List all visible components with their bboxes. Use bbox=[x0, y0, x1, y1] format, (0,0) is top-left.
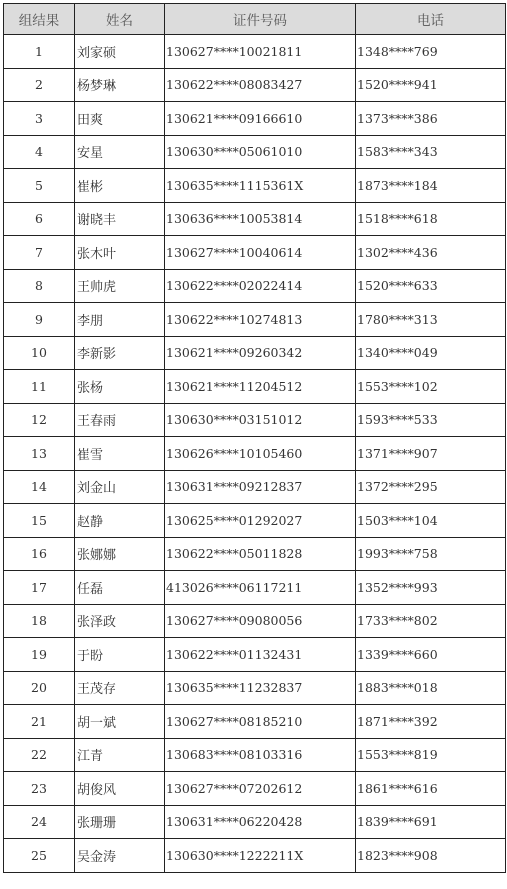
table-row bbox=[4, 638, 506, 672]
table-row bbox=[4, 839, 506, 873]
table-body bbox=[4, 35, 506, 873]
table-row bbox=[4, 437, 506, 471]
cell-name: 吴金涛 bbox=[75, 839, 165, 873]
cell-phone: 1823****908 bbox=[356, 839, 506, 873]
cell-name: 李新影 bbox=[75, 336, 165, 370]
cell-id-number: 130635****11232837 bbox=[165, 671, 356, 705]
cell-id-number: 130622****02022414 bbox=[165, 269, 356, 303]
cell-phone: 1340****049 bbox=[356, 336, 506, 370]
cell-name: 崔彬 bbox=[75, 169, 165, 203]
cell-id-number: 130630****1222211X bbox=[165, 839, 356, 873]
cell-phone: 1993****758 bbox=[356, 537, 506, 571]
cell-id-number: 130630****03151012 bbox=[165, 403, 356, 437]
cell-id-number: 130625****01292027 bbox=[165, 504, 356, 538]
cell-id-number: 130621****09260342 bbox=[165, 336, 356, 370]
cell-group-result: 19 bbox=[4, 638, 75, 672]
table-row bbox=[4, 135, 506, 169]
header-group-result: 组结果 bbox=[4, 4, 75, 35]
cell-name: 李朋 bbox=[75, 303, 165, 337]
cell-group-result: 10 bbox=[4, 336, 75, 370]
cell-id-number: 130635****1115361X bbox=[165, 169, 356, 203]
cell-id-number: 130622****10274813 bbox=[165, 303, 356, 337]
cell-phone: 1583****343 bbox=[356, 135, 506, 169]
cell-group-result: 16 bbox=[4, 537, 75, 571]
cell-id-number: 130627****08185210 bbox=[165, 705, 356, 739]
cell-group-result: 18 bbox=[4, 604, 75, 638]
table-row bbox=[4, 370, 506, 404]
cell-id-number: 130622****05011828 bbox=[165, 537, 356, 571]
cell-group-result: 20 bbox=[4, 671, 75, 705]
cell-id-number: 413026****06117211 bbox=[165, 571, 356, 605]
cell-phone: 1733****802 bbox=[356, 604, 506, 638]
table-row bbox=[4, 738, 506, 772]
cell-group-result: 15 bbox=[4, 504, 75, 538]
cell-name: 江青 bbox=[75, 738, 165, 772]
cell-phone: 1780****313 bbox=[356, 303, 506, 337]
cell-group-result: 17 bbox=[4, 571, 75, 605]
cell-phone: 1372****295 bbox=[356, 470, 506, 504]
cell-phone: 1520****633 bbox=[356, 269, 506, 303]
table-row bbox=[4, 805, 506, 839]
cell-group-result: 4 bbox=[4, 135, 75, 169]
table-row bbox=[4, 671, 506, 705]
cell-name: 胡俊风 bbox=[75, 772, 165, 806]
results-table bbox=[3, 3, 506, 873]
cell-group-result: 8 bbox=[4, 269, 75, 303]
table-row bbox=[4, 169, 506, 203]
cell-group-result: 13 bbox=[4, 437, 75, 471]
cell-id-number: 130621****11204512 bbox=[165, 370, 356, 404]
cell-group-result: 6 bbox=[4, 202, 75, 236]
table-row bbox=[4, 202, 506, 236]
cell-phone: 1839****691 bbox=[356, 805, 506, 839]
cell-group-result: 7 bbox=[4, 236, 75, 270]
cell-group-result: 2 bbox=[4, 68, 75, 102]
cell-phone: 1883****018 bbox=[356, 671, 506, 705]
cell-group-result: 12 bbox=[4, 403, 75, 437]
table-row bbox=[4, 705, 506, 739]
cell-phone: 1593****533 bbox=[356, 403, 506, 437]
table-row bbox=[4, 269, 506, 303]
cell-id-number: 130631****06220428 bbox=[165, 805, 356, 839]
header-name: 姓名 bbox=[75, 4, 165, 35]
header-row bbox=[4, 4, 506, 35]
table-row bbox=[4, 604, 506, 638]
table-row bbox=[4, 102, 506, 136]
cell-phone: 1373****386 bbox=[356, 102, 506, 136]
cell-phone: 1553****819 bbox=[356, 738, 506, 772]
cell-group-result: 23 bbox=[4, 772, 75, 806]
cell-name: 王春雨 bbox=[75, 403, 165, 437]
cell-name: 田爽 bbox=[75, 102, 165, 136]
cell-name: 刘家硕 bbox=[75, 35, 165, 69]
cell-id-number: 130631****09212837 bbox=[165, 470, 356, 504]
cell-name: 王茂存 bbox=[75, 671, 165, 705]
cell-id-number: 130621****09166610 bbox=[165, 102, 356, 136]
table-row bbox=[4, 504, 506, 538]
cell-group-result: 25 bbox=[4, 839, 75, 873]
cell-group-result: 24 bbox=[4, 805, 75, 839]
cell-id-number: 130627****07202612 bbox=[165, 772, 356, 806]
cell-id-number: 130627****09080056 bbox=[165, 604, 356, 638]
cell-id-number: 130630****05061010 bbox=[165, 135, 356, 169]
table-row bbox=[4, 68, 506, 102]
cell-name: 安星 bbox=[75, 135, 165, 169]
cell-phone: 1339****660 bbox=[356, 638, 506, 672]
cell-name: 张娜娜 bbox=[75, 537, 165, 571]
cell-phone: 1302****436 bbox=[356, 236, 506, 270]
cell-id-number: 130683****08103316 bbox=[165, 738, 356, 772]
cell-id-number: 130636****10053814 bbox=[165, 202, 356, 236]
cell-name: 张泽政 bbox=[75, 604, 165, 638]
table-row bbox=[4, 571, 506, 605]
cell-name: 张杨 bbox=[75, 370, 165, 404]
table-row bbox=[4, 772, 506, 806]
header-id-number: 证件号码 bbox=[165, 4, 356, 35]
cell-phone: 1371****907 bbox=[356, 437, 506, 471]
cell-group-result: 5 bbox=[4, 169, 75, 203]
cell-name: 任磊 bbox=[75, 571, 165, 605]
table-row bbox=[4, 403, 506, 437]
cell-phone: 1861****616 bbox=[356, 772, 506, 806]
cell-name: 张珊珊 bbox=[75, 805, 165, 839]
cell-name: 于盼 bbox=[75, 638, 165, 672]
cell-group-result: 1 bbox=[4, 35, 75, 69]
cell-group-result: 21 bbox=[4, 705, 75, 739]
table-row bbox=[4, 35, 506, 69]
cell-group-result: 11 bbox=[4, 370, 75, 404]
cell-id-number: 130627****10040614 bbox=[165, 236, 356, 270]
cell-name: 赵静 bbox=[75, 504, 165, 538]
cell-group-result: 14 bbox=[4, 470, 75, 504]
cell-name: 杨梦琳 bbox=[75, 68, 165, 102]
cell-phone: 1520****941 bbox=[356, 68, 506, 102]
cell-phone: 1352****993 bbox=[356, 571, 506, 605]
cell-name: 崔雪 bbox=[75, 437, 165, 471]
cell-phone: 1348****769 bbox=[356, 35, 506, 69]
cell-group-result: 22 bbox=[4, 738, 75, 772]
cell-name: 张木叶 bbox=[75, 236, 165, 270]
cell-phone: 1518****618 bbox=[356, 202, 506, 236]
cell-id-number: 130627****10021811 bbox=[165, 35, 356, 69]
cell-name: 胡一斌 bbox=[75, 705, 165, 739]
table-row bbox=[4, 236, 506, 270]
cell-phone: 1873****184 bbox=[356, 169, 506, 203]
table-row bbox=[4, 336, 506, 370]
cell-id-number: 130622****08083427 bbox=[165, 68, 356, 102]
cell-group-result: 9 bbox=[4, 303, 75, 337]
table-header bbox=[4, 4, 506, 35]
cell-id-number: 130622****01132431 bbox=[165, 638, 356, 672]
header-phone: 电话 bbox=[356, 4, 506, 35]
cell-group-result: 3 bbox=[4, 102, 75, 136]
table-row bbox=[4, 537, 506, 571]
table-row bbox=[4, 470, 506, 504]
cell-phone: 1553****102 bbox=[356, 370, 506, 404]
cell-name: 王帅虎 bbox=[75, 269, 165, 303]
cell-id-number: 130626****10105460 bbox=[165, 437, 356, 471]
cell-phone: 1503****104 bbox=[356, 504, 506, 538]
cell-phone: 1871****392 bbox=[356, 705, 506, 739]
cell-name: 谢晓丰 bbox=[75, 202, 165, 236]
table-row bbox=[4, 303, 506, 337]
cell-name: 刘金山 bbox=[75, 470, 165, 504]
